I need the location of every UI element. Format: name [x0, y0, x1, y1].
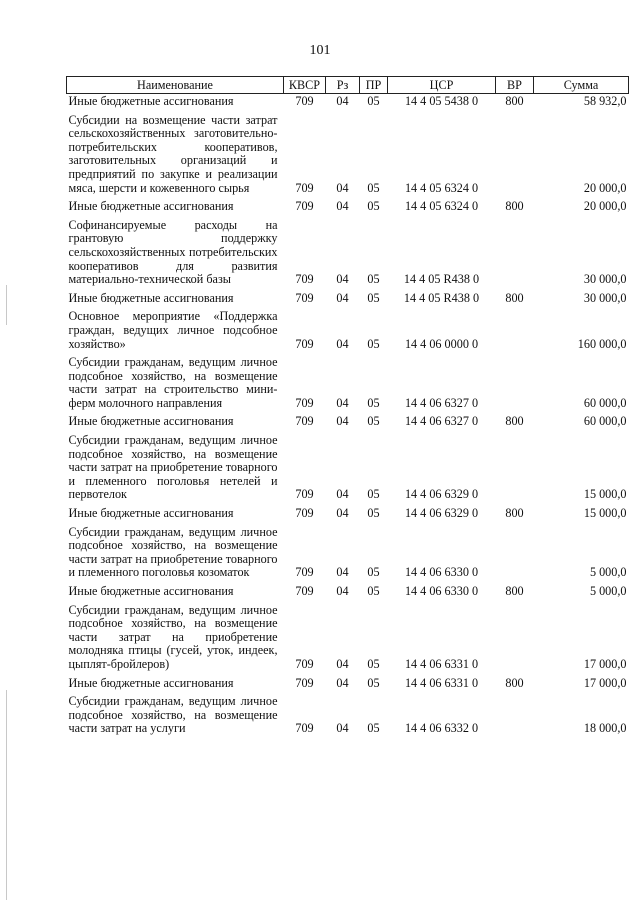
cell-kvsr: 709	[295, 487, 314, 502]
cell-sum: 17 000,0	[583, 656, 627, 671]
cell-name: Субсидии гражданам, ведущим личное подсобное хозяйство, на возмещение части затрат на услуги	[68, 694, 278, 736]
cell-csr: 14 4 06 6330 0	[404, 584, 479, 598]
table-row	[67, 676, 629, 695]
cell-csr: 14 4 05 R438 0	[403, 272, 480, 287]
cell-sum: 15 000,0	[583, 506, 627, 521]
cell-kvsr: 709	[295, 199, 314, 214]
cell-rz: 04	[336, 199, 349, 214]
cell-csr: 14 4 06 0000 0	[404, 336, 479, 351]
header-name: Наименование	[67, 77, 284, 94]
table-row	[67, 506, 629, 525]
cell-vr: 800	[505, 94, 524, 108]
cell-sum: 60 000,0	[583, 395, 627, 410]
cell-kvsr: 709	[295, 290, 314, 305]
header-kvsr: КВСР	[284, 77, 326, 94]
cell-pr: 05	[367, 180, 380, 195]
cell-rz: 04	[336, 336, 349, 351]
cell-pr: 05	[367, 199, 380, 214]
cell-sum: 5 000,0	[589, 584, 627, 598]
cell-vr	[496, 218, 534, 291]
cell-csr: 14 4 06 6330 0	[404, 565, 479, 580]
margin-scan-mark	[6, 285, 7, 325]
cell-sum: 30 000,0	[583, 272, 627, 287]
cell-csr: 14 4 06 6327 0	[404, 395, 479, 410]
header-pr: ПР	[360, 77, 388, 94]
cell-sum: 20 000,0	[583, 199, 627, 214]
cell-name: Основное мероприятие «Поддержка граждан, ведущих личное подсобное хозяйство»	[68, 309, 278, 351]
table-row	[67, 291, 629, 310]
cell-name: Субсидии гражданам, ведущим личное подсобное хозяйство, на возмещение части затрат на приобретение молодняка птицы (гусей, уток, индеек, цыплят-бройлеров)	[68, 602, 278, 671]
cell-csr: 14 4 06 6331 0	[404, 675, 479, 690]
cell-sum: 60 000,0	[583, 414, 627, 429]
cell-sum: 17 000,0	[583, 675, 627, 690]
cell-rz: 04	[336, 290, 349, 305]
table-row	[67, 603, 629, 676]
cell-vr	[496, 355, 534, 414]
cell-rz: 04	[336, 506, 349, 521]
cell-pr: 05	[367, 584, 380, 598]
cell-name: Иные бюджетные ассигнования	[68, 94, 234, 108]
cell-pr: 05	[367, 272, 380, 287]
cell-vr: 800	[505, 414, 524, 429]
cell-sum: 58 932,0	[583, 94, 627, 108]
table-row	[67, 199, 629, 218]
budget-allocation-table	[66, 76, 629, 740]
table-row	[67, 584, 629, 603]
header-csr: ЦСР	[388, 77, 496, 94]
cell-name: Иные бюджетные ассигнования	[68, 290, 234, 305]
cell-vr	[496, 603, 534, 676]
cell-rz: 04	[336, 584, 349, 598]
cell-name: Иные бюджетные ассигнования	[68, 584, 234, 598]
table-row	[67, 309, 629, 355]
cell-name: Иные бюджетные ассигнования	[68, 506, 234, 521]
cell-sum: 160 000,0	[577, 336, 627, 351]
table-row	[67, 433, 629, 506]
table-row	[67, 113, 629, 200]
cell-pr: 05	[367, 675, 380, 690]
cell-pr: 05	[367, 336, 380, 351]
cell-csr: 14 4 06 6329 0	[404, 506, 479, 521]
cell-name: Субсидии гражданам, ведущим личное подсобное хозяйство, на возмещение части затрат на приобретение товарного и племенного поголовья козоматок	[68, 524, 278, 580]
cell-rz: 04	[336, 675, 349, 690]
cell-rz: 04	[336, 565, 349, 580]
cell-rz: 04	[336, 395, 349, 410]
cell-vr	[496, 309, 534, 355]
cell-kvsr: 709	[295, 565, 314, 580]
cell-pr: 05	[367, 721, 380, 736]
table-row	[67, 218, 629, 291]
cell-sum: 30 000,0	[583, 290, 627, 305]
cell-rz: 04	[336, 180, 349, 195]
cell-name: Иные бюджетные ассигнования	[68, 199, 234, 214]
cell-pr: 05	[367, 565, 380, 580]
cell-csr: 14 4 06 6327 0	[404, 414, 479, 429]
cell-name: Субсидии гражданам, ведущим личное подсобное хозяйство, на возмещение части затрат на строительство мини-ферм молочного направления	[68, 355, 278, 410]
cell-name: Субсидии на возмещение части затрат сельскохозяйственных заготовительно-потребительских кооперативов, заготовительных организаций и предприятий по закупке и реализации мяса, шерсти и кожевенного сырья	[68, 112, 278, 195]
cell-rz: 04	[336, 487, 349, 502]
table-row	[67, 525, 629, 584]
cell-vr: 800	[505, 675, 524, 690]
cell-pr: 05	[367, 94, 380, 108]
cell-pr: 05	[367, 656, 380, 671]
cell-pr: 05	[367, 487, 380, 502]
cell-name: Софинансируемые расходы на грантовую поддержку сельскохозяйственных потребительских кооперативов для развития материально-технической базы	[68, 217, 278, 287]
cell-csr: 14 4 05 R438 0	[403, 290, 480, 305]
table-row	[67, 694, 629, 740]
table-row	[67, 94, 629, 113]
cell-vr: 800	[505, 290, 524, 305]
cell-rz: 04	[336, 272, 349, 287]
cell-name: Субсидии гражданам, ведущим личное подсобное хозяйство, на возмещение части затрат на приобретение товарного и племенного поголовья нетелей и первотелок	[68, 433, 278, 502]
cell-rz: 04	[336, 94, 349, 108]
cell-csr: 14 4 06 6329 0	[404, 487, 479, 502]
cell-rz: 04	[336, 656, 349, 671]
cell-vr: 800	[505, 506, 524, 521]
cell-kvsr: 709	[295, 506, 314, 521]
cell-kvsr: 709	[295, 395, 314, 410]
cell-name: Иные бюджетные ассигнования	[68, 675, 234, 690]
cell-kvsr: 709	[295, 180, 314, 195]
cell-vr	[496, 433, 534, 506]
cell-kvsr: 709	[295, 94, 314, 108]
cell-pr: 05	[367, 506, 380, 521]
cell-rz: 04	[336, 414, 349, 429]
header-sum: Сумма	[534, 77, 629, 94]
cell-rz: 04	[336, 721, 349, 736]
cell-pr: 05	[367, 395, 380, 410]
cell-kvsr: 709	[295, 656, 314, 671]
cell-csr: 14 4 05 6324 0	[404, 199, 479, 214]
cell-csr: 14 4 05 6324 0	[404, 180, 479, 195]
cell-sum: 5 000,0	[589, 565, 627, 580]
cell-vr	[496, 525, 534, 584]
header-rz: Рз	[326, 77, 360, 94]
cell-kvsr: 709	[295, 675, 314, 690]
table-row	[67, 414, 629, 433]
table-row	[67, 355, 629, 414]
cell-vr: 800	[505, 584, 524, 598]
cell-kvsr: 709	[295, 584, 314, 598]
margin-scan-mark	[6, 690, 7, 900]
cell-name: Иные бюджетные ассигнования	[68, 414, 234, 429]
cell-kvsr: 709	[295, 414, 314, 429]
cell-csr: 14 4 06 6332 0	[404, 721, 479, 736]
cell-sum: 20 000,0	[583, 180, 627, 195]
cell-kvsr: 709	[295, 336, 314, 351]
cell-pr: 05	[367, 290, 380, 305]
page-number: 101	[309, 43, 331, 58]
header-vr: ВР	[496, 77, 534, 94]
cell-kvsr: 709	[295, 721, 314, 736]
cell-csr: 14 4 05 5438 0	[404, 94, 479, 108]
cell-vr	[496, 694, 534, 740]
table-header-row	[67, 77, 629, 94]
cell-kvsr: 709	[295, 272, 314, 287]
cell-csr: 14 4 06 6331 0	[404, 656, 479, 671]
cell-pr: 05	[367, 414, 380, 429]
cell-sum: 18 000,0	[583, 721, 627, 736]
cell-vr	[496, 113, 534, 200]
cell-vr: 800	[505, 199, 524, 214]
cell-sum: 15 000,0	[583, 487, 627, 502]
